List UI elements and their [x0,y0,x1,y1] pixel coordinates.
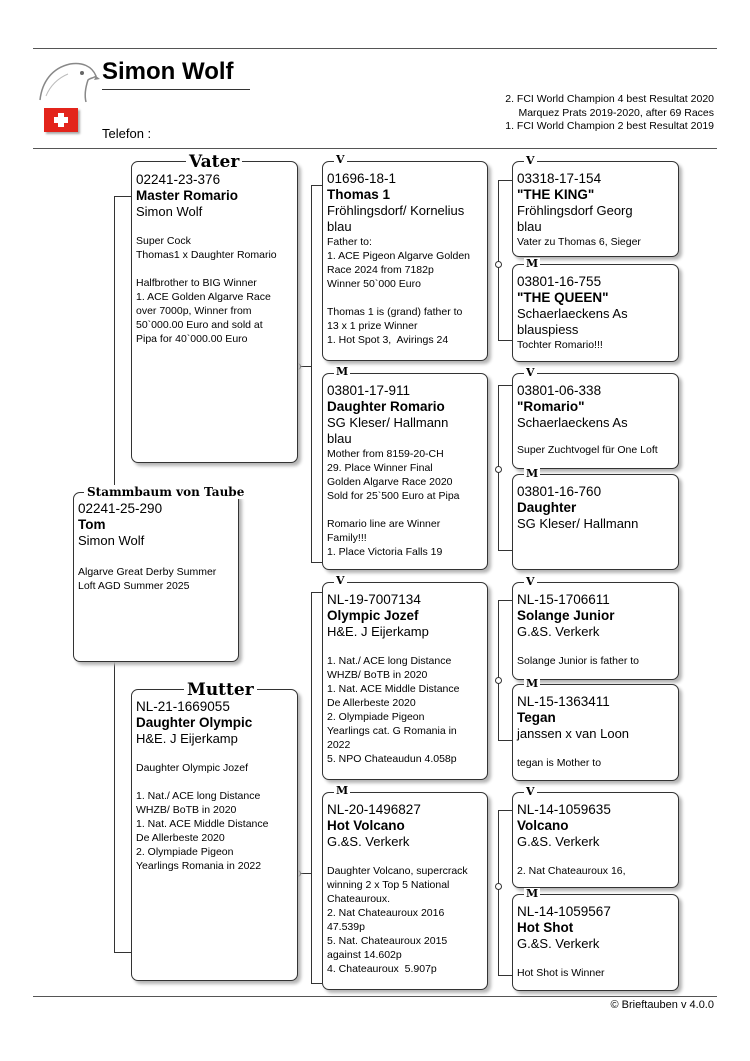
connector [498,975,512,976]
ring-number: NL-15-1363411 [517,694,610,709]
notes: Super Zuchtvogel für One Loft [517,444,658,456]
ring-number: NL-21-1669055 [136,699,230,714]
m-label: M [526,467,539,480]
connector [114,196,115,488]
breeder: Schaerlaeckens As [517,415,628,430]
color: blau [327,219,352,234]
connector-dot [495,883,502,890]
subject-card[interactable] [73,492,239,662]
breeder: Simon Wolf [78,533,145,548]
m-label: M [526,887,539,900]
connector [498,180,499,340]
breeder: Fröhlingsdorf/ Kornelius [327,203,465,218]
v-label: V [526,366,535,379]
breeder: Fröhlingsdorf Georg [517,203,633,218]
owner-name: Simon Wolf [102,58,234,85]
pigeon-name: Daughter Olympic [136,715,253,730]
pigeon-name: "THE KING" [517,187,595,202]
pigeon-name: "Romario" [517,399,585,414]
notes: Daughter Olympic Jozef 1. Nat./ ACE long Distance WHZB/ BoTB in 2020 1. Nat. ACE Middle Distance De Allerbeste 2020 2. Olympiade Pigeon Yearlings Romania in 2022 [136,762,269,872]
ancestor-card-ffm[interactable] [512,264,679,362]
connector [498,740,512,741]
telefon-label: Telefon : [102,126,152,141]
top-rule [33,48,717,49]
breeder: Simon Wolf [136,204,203,219]
connector-dot [495,466,502,473]
achievement-line: Marquez Prats 2019-2020, after 69 Races [518,106,714,119]
connector [498,550,512,551]
pigeon-name: Thomas 1 [327,187,391,202]
ancestor-card-fff[interactable] [512,161,679,257]
notes: Super Cock Thomas1 x Daughter Romario Halfbrother to BIG Winner 1. ACE Golden Algarve Race over 7000p, Winner from 50`000.00 Euro and sold at Pipa for 40`000.00 Euro [136,235,277,345]
breeder: SG Kleser/ Hallmann [517,516,639,531]
ring-number: 01696-18-1 [327,171,397,186]
ring-number: 03318-17-154 [517,171,602,186]
breeder: H&E. J Eijerkamp [327,624,429,639]
ancestor-card-mfm[interactable] [512,684,679,781]
ring-number: NL-15-1706611 [517,592,610,607]
notes: 1. Nat./ ACE long Distance WHZB/ BoTB in 2020 1. Nat. ACE Middle Distance De Allerbeste 2020 2. Olympiade Pigeon Yearlings cat. G Romania in 2022 5. NPO Chateaudun 4.058p [327,655,460,765]
connector [498,600,499,740]
ring-number: NL-20-1496827 [327,802,421,817]
color: blauspiess [517,322,579,337]
connector [311,185,312,562]
v-label: V [526,575,535,588]
connector-dot [495,261,502,268]
pigeon-name: Daughter Romario [327,399,445,414]
pigeon-head-icon [36,56,100,104]
m-label: M [336,784,349,797]
notes: Vater zu Thomas 6, Sieger [517,236,641,248]
connector [498,810,499,975]
pigeon-name: Tegan [517,710,556,725]
ring-number: 02241-23-376 [136,172,221,187]
connector [498,180,512,181]
connector [114,662,115,952]
breeder: G.&S. Verkerk [517,834,600,849]
notes: tegan is Mother to [517,757,602,769]
connector [498,810,512,811]
breeder: G.&S. Verkerk [517,624,600,639]
vater-label: Vater [186,153,242,171]
ring-number: 03801-16-755 [517,274,602,289]
pigeon-name: Daughter [517,500,577,515]
breeder: Schaerlaeckens As [517,306,628,321]
connector [311,592,312,983]
ancestor-card-mmf[interactable] [512,792,679,888]
achievements [505,93,714,134]
ancestor-card-mmm[interactable] [512,894,679,991]
ring-number: NL-14-1059567 [517,904,611,919]
granddam-father-card[interactable] [322,373,488,570]
pigeon-name: Master Romario [136,188,239,203]
connector [498,600,512,601]
v-label: V [336,153,345,166]
pigeon-name: Hot Shot [517,920,574,935]
ring-number: NL-14-1059635 [517,802,611,817]
mutter-label: Mutter [184,681,257,699]
grandsire-mother-card[interactable] [322,582,488,780]
pigeon-name: Olympic Jozef [327,608,419,623]
notes: Daughter Volcano, supercrack winning 2 x Top 5 National Chateauroux. 2. Nat Chateauroux 2016 47.539p 5. Nat. Chateauroux 2015 against 14.602p 4. Chateauroux 5.907p [327,865,468,975]
breeder: H&E. J Eijerkamp [136,731,238,746]
connector [311,983,322,984]
connector [311,185,322,186]
notes: Tochter Romario!!! [517,339,603,351]
switzerland-flag [44,108,78,132]
color: blau [517,219,542,234]
v-label: V [526,154,535,167]
mother-card[interactable] [131,689,298,981]
achievement-line: 2. FCI World Champion 4 best Resultat 2020 [505,93,714,105]
pigeon-name: Tom [78,517,106,532]
connector [311,562,322,563]
breeder: G.&S. Verkerk [327,834,410,849]
connector [311,592,322,593]
v-label: V [336,574,345,587]
connector [498,340,512,341]
ring-number: 03801-16-760 [517,484,602,499]
connector [114,952,131,953]
color: blau [327,431,352,446]
notes: Father to: 1. ACE Pigeon Algarve Golden Race 2024 from 7182p Winner 50`000 Euro Thomas 1 is (grand) father to 13 x 1 prize Winner 1. Hot Spot 3, Avirings 24 [327,236,471,346]
granddam-mother-card[interactable] [322,792,488,990]
grandsire-father-card[interactable] [322,161,488,361]
ring-number: 03801-06-338 [517,383,602,398]
notes: Mother from 8159-20-CH 29. Place Winner Final Golden Algarve Race 2020 Sold for 25`500 Euro at Pipa Romario line are Winner Family!!! 1. Place Victoria Falls 19 [327,448,460,558]
breeder: janssen x van Loon [517,726,630,741]
breeder: SG Kleser/ Hallmann [327,415,449,430]
notes: Hot Shot is Winner [517,967,605,979]
ring-number: NL-19-7007134 [327,592,421,607]
stammbaum-label: Stammbaum von Taube [84,485,247,499]
pigeon-name: Volcano [517,818,569,833]
connector [498,385,512,386]
pigeon-name: "THE QUEEN" [517,290,609,305]
connector-dot [495,677,502,684]
notes: Algarve Great Derby Summer Loft AGD Summer 2025 [78,566,217,592]
m-label: M [526,257,539,270]
owner-underline [102,89,250,90]
ring-number: 02241-25-290 [78,501,163,516]
m-label: M [526,677,539,690]
connector [114,196,131,197]
header-rule [33,148,717,149]
ancestor-card-fmf[interactable] [512,373,679,469]
breeder: G.&S. Verkerk [517,936,600,951]
notes: 2. Nat Chateauroux 16, [517,865,626,877]
footer-version: © Brieftauben v 4.0.0 [610,999,714,1011]
ring-number: 03801-17-911 [327,383,411,398]
ancestor-card-mff[interactable] [512,582,679,680]
notes: Solange Junior is father to [517,655,639,667]
achievement-line: 1. FCI World Champion 2 best Resultat 2019 [505,120,714,132]
pigeon-name: Hot Volcano [327,818,405,833]
footer-rule [33,996,717,997]
v-label: V [526,785,535,798]
father-card[interactable] [131,161,298,463]
m-label: M [336,365,349,378]
pigeon-name: Solange Junior [517,608,615,623]
ancestor-card-fmm[interactable] [512,474,679,570]
